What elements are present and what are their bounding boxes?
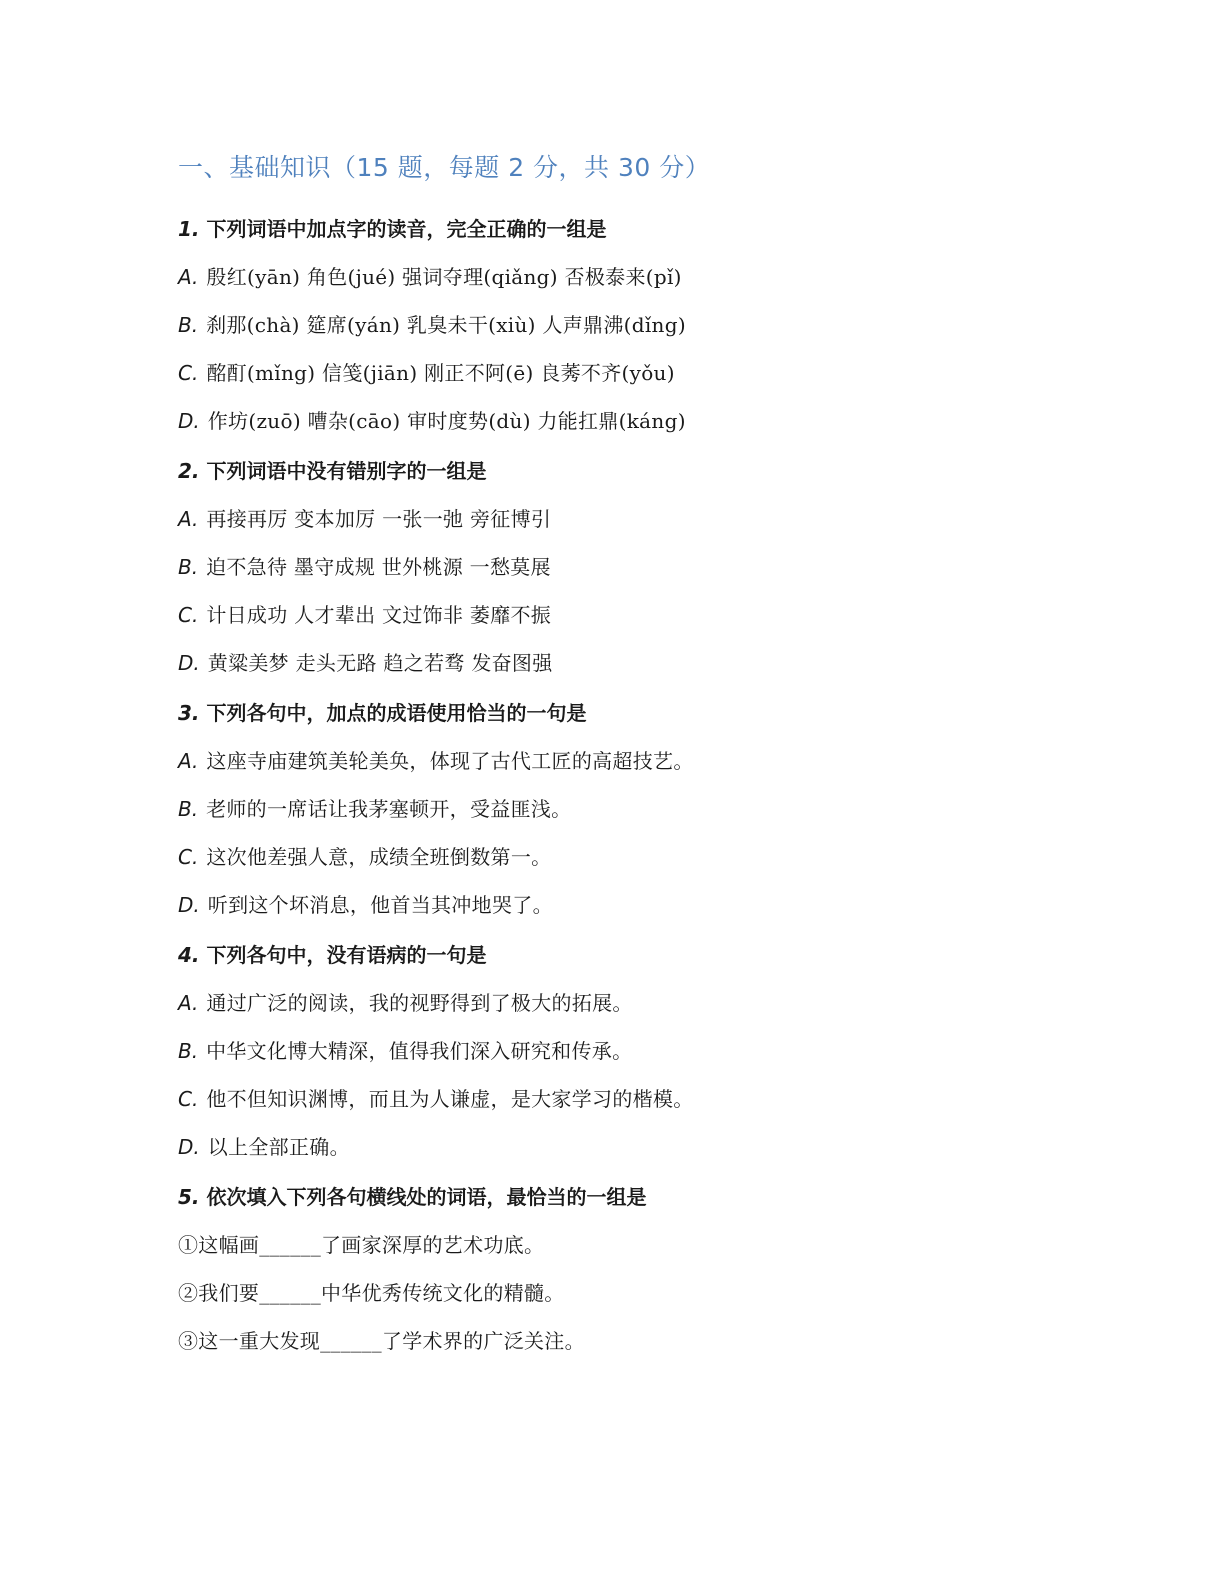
option-text: ①这幅画______了画家深厚的艺术功底。 — [178, 1233, 545, 1257]
option-label: D. — [178, 409, 200, 433]
fill-sentence-3 — [178, 1326, 1078, 1356]
question-3 — [178, 698, 1078, 920]
fill-sentence-2 — [178, 1278, 1078, 1308]
option-label: A. — [178, 749, 199, 773]
question-list — [178, 214, 1078, 1356]
option-text: 他不但知识渊博，而且为人谦虚，是大家学习的楷模。 — [206, 1087, 694, 1111]
option-text: 作坊(zuō) 嘈杂(cāo) 审时度势(dù) 力能扛鼎(káng) — [207, 409, 686, 433]
fill-sentence-1 — [178, 1230, 1078, 1260]
question-title — [178, 1182, 1078, 1212]
question-number: 2. — [178, 459, 200, 483]
option-label: D. — [178, 893, 200, 917]
option-label: B. — [178, 555, 199, 579]
question-number: 5. — [178, 1185, 200, 1209]
question-title — [178, 698, 1078, 728]
option-label: B. — [178, 1039, 199, 1063]
question-title — [178, 456, 1078, 486]
question-number: 1. — [178, 217, 200, 241]
option-d — [178, 1132, 1078, 1162]
option-list — [178, 1230, 1078, 1356]
option-b — [178, 310, 1078, 340]
question-4 — [178, 940, 1078, 1162]
question-text: 下列各句中，加点的成语使用恰当的一句是 — [206, 701, 587, 725]
option-d — [178, 890, 1078, 920]
option-text: 殷红(yān) 角色(jué) 强词夺理(qiǎng) 否极泰来(pǐ) — [206, 265, 682, 289]
question-text: 下列词语中加点字的读音，完全正确的一组是 — [206, 217, 607, 241]
option-text: 听到这个坏消息，他首当其冲地哭了。 — [207, 893, 553, 917]
option-a — [178, 262, 1078, 292]
question-text: 下列词语中没有错别字的一组是 — [206, 459, 487, 483]
option-label: C. — [178, 361, 199, 385]
option-text: 中华文化博大精深，值得我们深入研究和传承。 — [206, 1039, 633, 1063]
option-label: D. — [178, 651, 200, 675]
question-1 — [178, 214, 1078, 436]
option-list — [178, 262, 1078, 436]
option-c — [178, 842, 1078, 872]
option-label: B. — [178, 313, 199, 337]
option-list — [178, 504, 1078, 678]
option-d — [178, 648, 1078, 678]
question-5 — [178, 1182, 1078, 1356]
document-page — [178, 148, 1078, 1376]
option-text: 迫不急待 墨守成规 世外桃源 一愁莫展 — [206, 555, 551, 579]
option-label: C. — [178, 845, 199, 869]
option-list — [178, 988, 1078, 1162]
question-title — [178, 940, 1078, 970]
option-c — [178, 600, 1078, 630]
option-a — [178, 504, 1078, 534]
option-a — [178, 988, 1078, 1018]
option-b — [178, 552, 1078, 582]
option-c — [178, 358, 1078, 388]
option-text: 通过广泛的阅读，我的视野得到了极大的拓展。 — [206, 991, 633, 1015]
option-text: 计日成功 人才辈出 文过饰非 萎靡不振 — [206, 603, 552, 627]
option-text: 这次他差强人意，成绩全班倒数第一。 — [206, 845, 552, 869]
question-number: 4. — [178, 943, 200, 967]
option-label: A. — [178, 991, 199, 1015]
question-number: 3. — [178, 701, 200, 725]
option-text: ②我们要______中华优秀传统文化的精髓。 — [178, 1281, 565, 1305]
question-text: 依次填入下列各句横线处的词语，最恰当的一组是 — [206, 1185, 647, 1209]
option-label: C. — [178, 1087, 199, 1111]
option-label: A. — [178, 507, 199, 531]
option-text: 老师的一席话让我茅塞顿开，受益匪浅。 — [206, 797, 572, 821]
question-text: 下列各句中，没有语病的一句是 — [206, 943, 487, 967]
option-d — [178, 406, 1078, 436]
option-b — [178, 1036, 1078, 1066]
option-label: C. — [178, 603, 199, 627]
option-text: 刹那(chà) 筵席(yán) 乳臭未干(xiù) 人声鼎沸(dǐng) — [206, 313, 686, 337]
option-list — [178, 746, 1078, 920]
option-label: D. — [178, 1135, 200, 1159]
option-text: 这座寺庙建筑美轮美奂，体现了古代工匠的高超技艺。 — [206, 749, 694, 773]
option-b — [178, 794, 1078, 824]
option-text: 以上全部正确。 — [207, 1135, 350, 1159]
question-title — [178, 214, 1078, 244]
option-label: A. — [178, 265, 199, 289]
option-a — [178, 746, 1078, 776]
option-label: B. — [178, 797, 199, 821]
option-text: 黄粱美梦 走头无路 趋之若骛 发奋图强 — [207, 651, 553, 675]
question-2 — [178, 456, 1078, 678]
option-text: ③这一重大发现______了学术界的广泛关注。 — [178, 1329, 585, 1353]
option-c — [178, 1084, 1078, 1114]
option-text: 再接再厉 变本加厉 一张一弛 旁征博引 — [206, 507, 552, 531]
option-text: 酩酊(mǐng) 信笺(jiān) 刚正不阿(ē) 良莠不齐(yǒu) — [206, 361, 675, 385]
section-title: 一、基础知识（15 题，每题 2 分，共 30 分） — [178, 153, 711, 182]
